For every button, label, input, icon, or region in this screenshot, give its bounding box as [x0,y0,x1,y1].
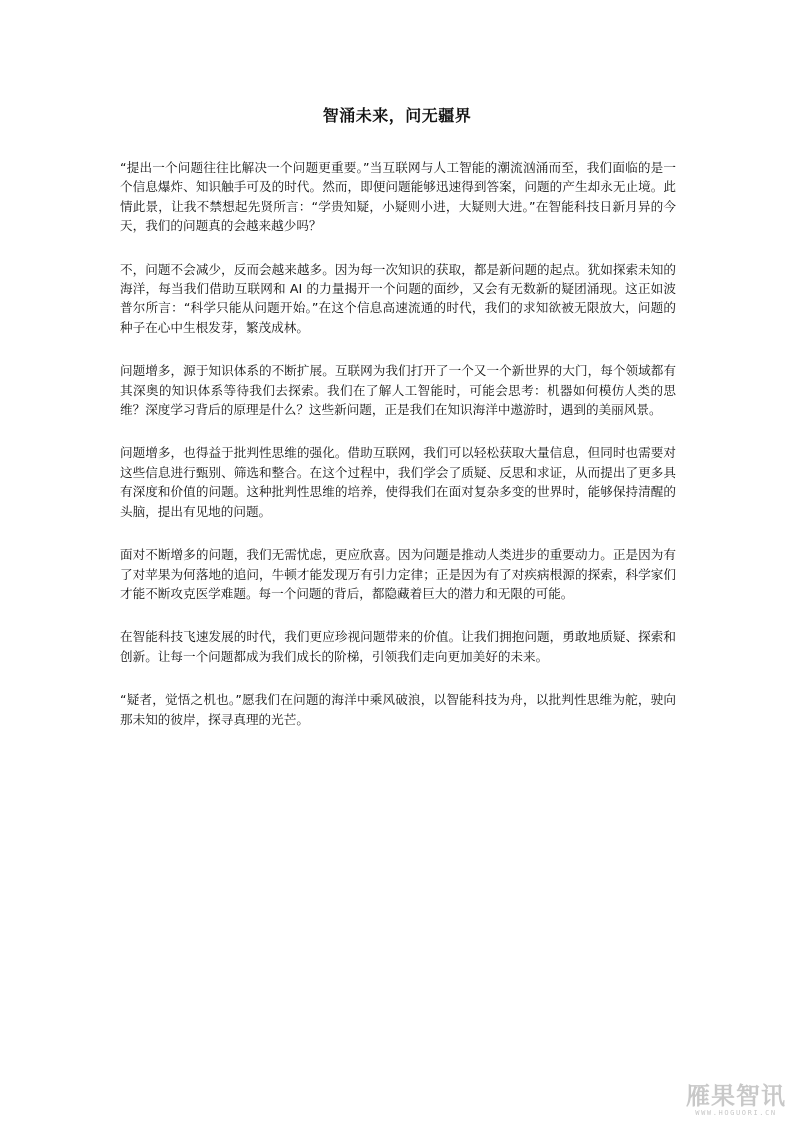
paragraph-4: 问题增多，也得益于批判性思维的强化。借助互联网，我们可以轻松获取大量信息，但同时也需要对这些信息进行甄别、筛选和整合。在这个过程中，我们学会了质疑、反思和求证，从而提出了更多具有深度和价值的问题。这种批判性思维的培养，使得我们在面对复杂多变的世界时，能够保持清醒的头脑，提出有见地的问题。 [120,445,676,519]
watermark-logo [684,1084,788,1117]
paragraph-6: 在智能科技飞速发展的时代，我们更应珍视问题带来的价值。让我们拥抱问题，勇敢地质疑、探索和创新。让每一个问题都成为我们成长的阶梯，引领我们走向更加美好的未来。 [120,629,676,664]
paragraph-1: “提出一个问题往往比解决一个问题更重要。”当互联网与人工智能的潮流汹涌而至，我们面临的是一个信息爆炸、知识触手可及的时代。然而，即便问题能够迅速得到答案，问题的产生却永无止境。此情此景，让我不禁想起先贤所言：“学贵知疑，小疑则小进，大疑则大进。”在智能科技日新月异的今天，我们的问题真的会越来越少吗？ [120,160,676,234]
paragraph-7: “疑者，觉悟之机也。”愿我们在问题的海洋中乘风破浪，以智能科技为舟，以批判性思维为舵，驶向那未知的彼岸，探寻真理的光芒。 [120,692,676,727]
paragraph-3: 问题增多，源于知识体系的不断扩展。互联网为我们打开了一个又一个新世界的大门，每个领域都有其深奥的知识体系等待我们去探索。我们在了解人工智能时，可能会思考：机器如何模仿人类的思维？深度学习背后的原理是什么？这些新问题，正是我们在知识海洋中遨游时，遇到的美丽风景。 [120,363,676,418]
watermark-main-text: 雁果智讯 [686,1082,786,1110]
watermark-url-text: WWW.HOGUORI.CN [695,1109,777,1117]
document-title: 智涌未来，问无疆界 [322,106,472,125]
document-body [120,158,676,753]
paragraph-2: 不，问题不会减少，反而会越来越多。因为每一次知识的获取，都是新问题的起点。犹如探索未知的海洋，每当我们借助互联网和 AI 的力量揭开一个问题的面纱，又会有无数新的疑团涌现。这正如波普尔所言：“科学只能从问题开始。”在这个信息高速流通的时代，我们的求知欲被无限放大，问题的种子在心中生根发芽，繁茂成林。 [120,261,676,335]
paragraph-5: 面对不断增多的问题，我们无需忧虑，更应欣喜。因为问题是推动人类进步的重要动力。正是因为有了对苹果为何落地的追问，牛顿才能发现万有引力定律；正是因为有了对疾病根源的探索，科学家们才能不断攻克医学难题。每一个问题的背后，都隐藏着巨大的潜力和无限的可能。 [120,547,676,601]
